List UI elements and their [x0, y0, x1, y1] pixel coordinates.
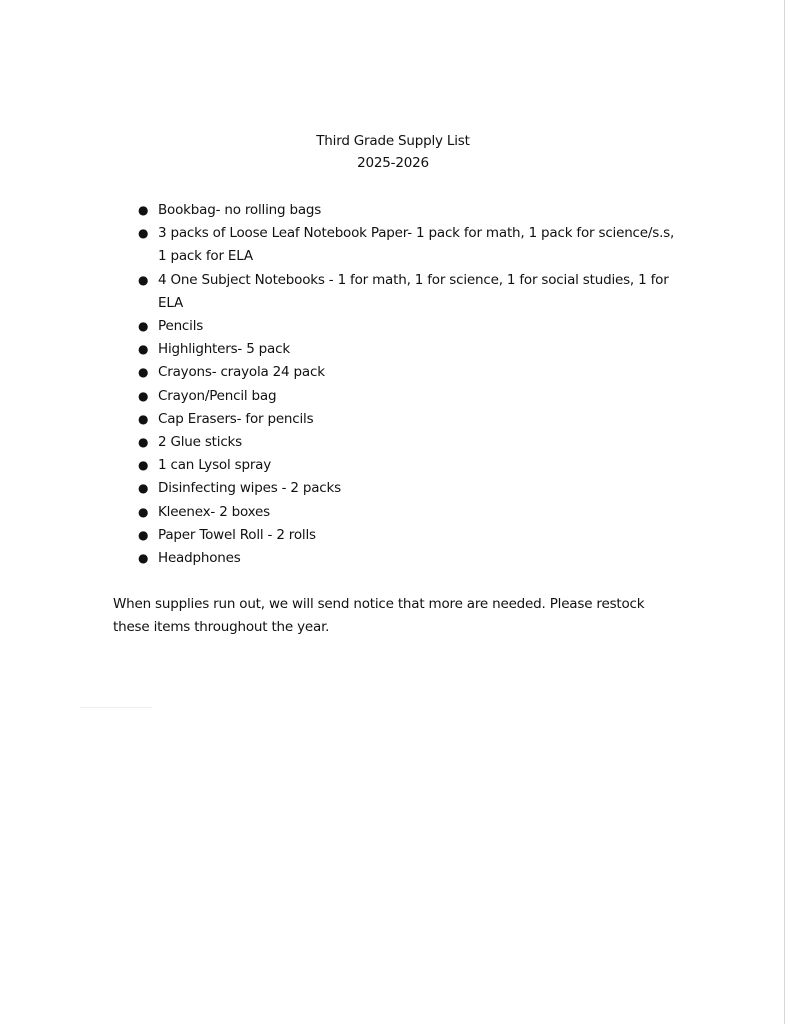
bullet-icon: ●: [138, 272, 149, 287]
bullet-icon: ●: [138, 411, 149, 426]
bullet-icon: ●: [138, 435, 149, 450]
bullet-icon: ●: [138, 365, 149, 380]
list-item: [135, 477, 675, 500]
list-item: [135, 385, 675, 408]
list-item: [135, 501, 675, 524]
list-item: [135, 269, 675, 315]
list-item: [135, 431, 675, 454]
bullet-icon: ●: [138, 388, 149, 403]
list-item-text: Headphones: [158, 550, 241, 567]
list-item-text: Bookbag- no rolling bags: [158, 202, 322, 218]
list-item: [135, 547, 675, 570]
list-item: [135, 222, 675, 268]
list-item-text: Kleenex- 2 boxes: [158, 503, 270, 520]
list-item-text: 3 packs of Loose Leaf Notebook Paper- 1 pack for math, 1 pack for science/s.s, 1 pack for ELA: [158, 225, 675, 265]
bullet-icon: ●: [138, 504, 149, 519]
list-item-text: Disinfecting wipes - 2 packs: [158, 480, 341, 497]
list-item: [135, 315, 675, 338]
list-item-text: Pencils: [158, 318, 204, 335]
scan-artifact-line: [80, 707, 152, 708]
list-item-text: Crayons- crayola 24 pack: [158, 364, 325, 381]
list-item: [135, 199, 675, 222]
bullet-icon: ●: [138, 319, 149, 334]
list-item: [135, 454, 675, 477]
list-item-text: Highlighters- 5 pack: [158, 341, 290, 358]
list-item-text: Paper Towel Roll - 2 rolls: [158, 526, 316, 543]
list-item-text: Cap Erasers- for pencils: [158, 410, 314, 427]
closing-note: When supplies run out, we will send notice that more are needed. Please restock these items throughout the year.: [113, 596, 645, 635]
bullet-icon: ●: [138, 342, 149, 357]
bullet-icon: ●: [138, 226, 149, 241]
list-item-text: 1 can Lysol spray: [158, 457, 272, 474]
list-item: [135, 361, 675, 384]
supply-list: [135, 199, 675, 570]
list-item: [135, 338, 675, 361]
bullet-icon: ●: [138, 458, 149, 473]
bullet-icon: ●: [138, 527, 149, 542]
list-item: [135, 524, 675, 547]
bullet-icon: ●: [138, 481, 149, 496]
bullet-icon: ●: [138, 551, 149, 566]
list-item: [135, 408, 675, 431]
document-title: Third Grade Supply List: [316, 133, 470, 149]
bullet-icon: ●: [138, 203, 149, 217]
list-item-text: Crayon/Pencil bag: [158, 387, 277, 404]
list-item-text: 4 One Subject Notebooks - 1 for math, 1 for science, 1 for social studies, 1 for ELA: [158, 271, 669, 311]
list-item-text: 2 Glue sticks: [158, 434, 242, 451]
school-year: 2025-2026: [357, 155, 429, 171]
document-header: [0, 130, 786, 174]
